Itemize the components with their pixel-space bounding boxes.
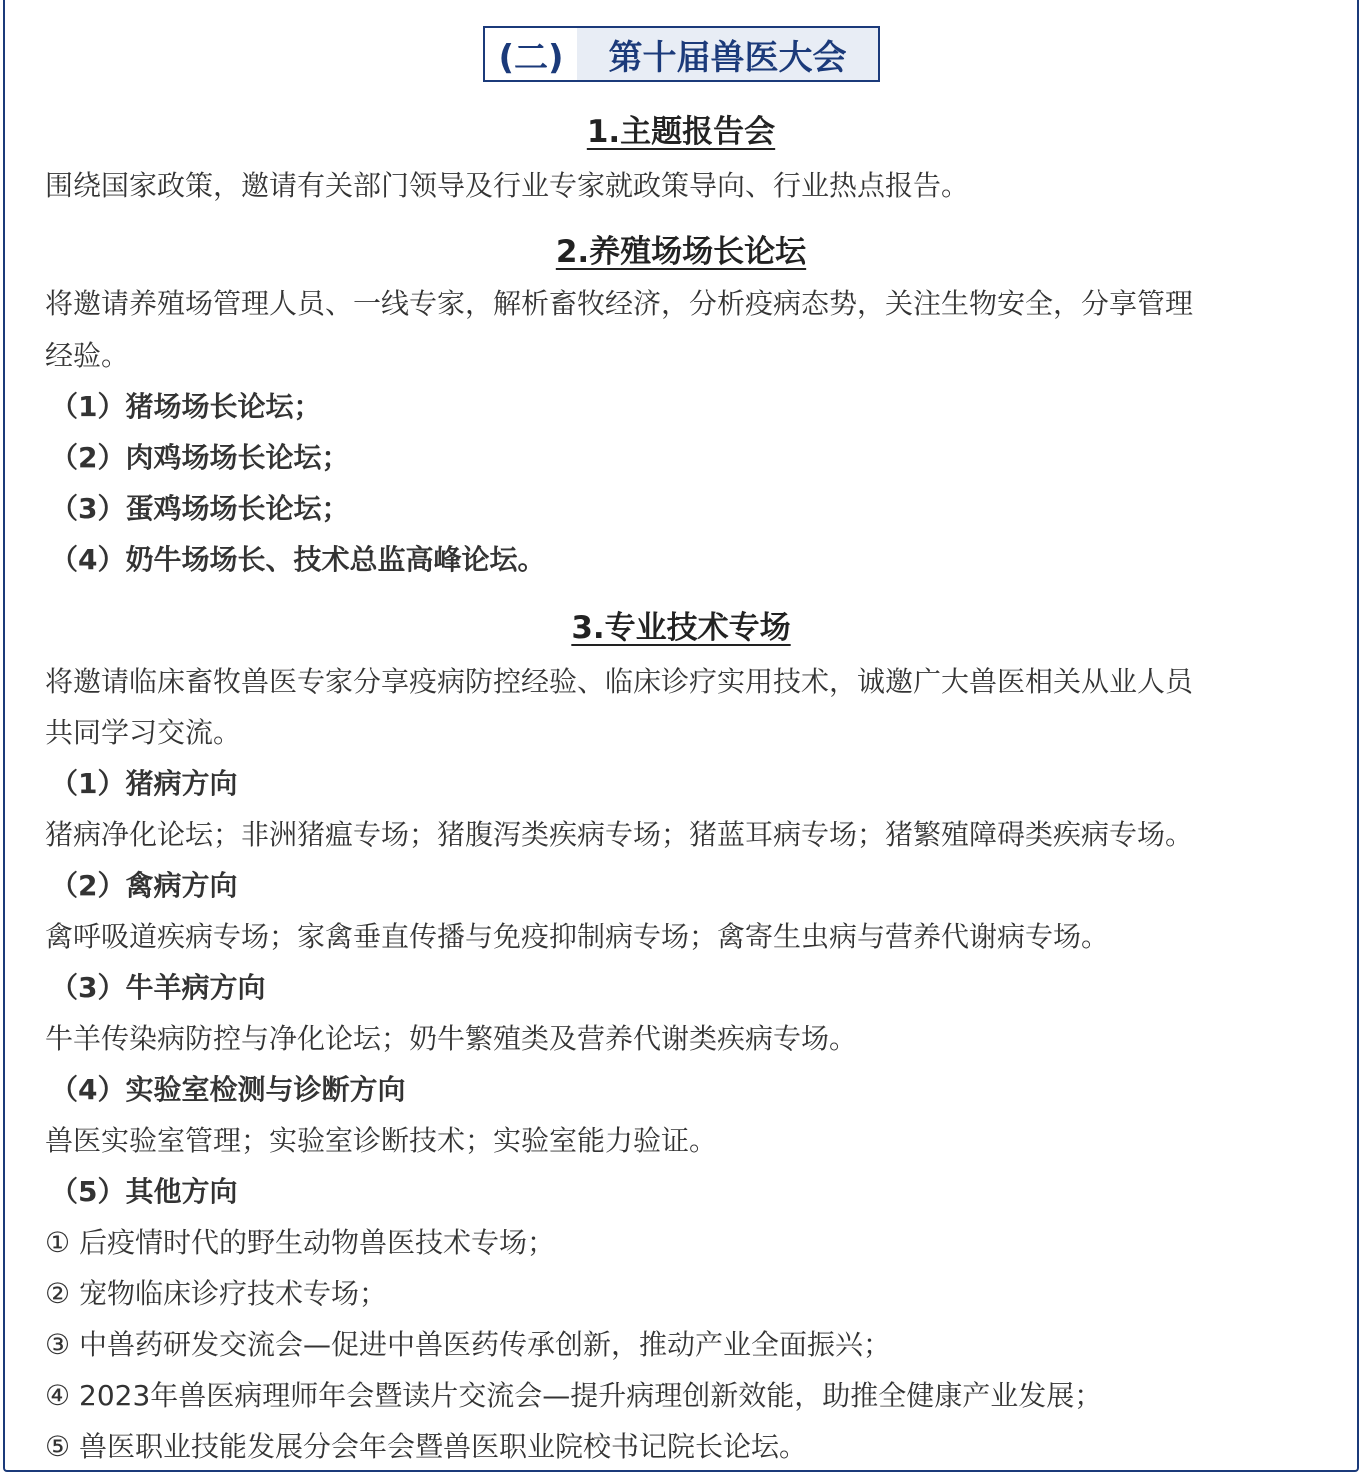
section-badge xyxy=(483,26,880,82)
other-item: ① 后疫情时代的野生动物兽医技术专场； xyxy=(45,1226,556,1259)
farm-forum-text-line2: 经验。 xyxy=(45,339,130,372)
farm-forum-item: （3）蛋鸡场场长论坛； xyxy=(50,492,350,525)
direction-label-ruminant: （3）牛羊病方向 xyxy=(50,971,266,1004)
technical-text-line1: 将邀请临床畜牧兽医专家分享疫病防控经验、临床诊疗实用技术，诚邀广大兽医相关从业人员 xyxy=(45,665,1194,698)
badge-number: (二) xyxy=(485,28,577,80)
other-item: ③ 中兽药研发交流会—促进中兽医药传承创新，推动产业全面振兴； xyxy=(45,1328,892,1361)
badge-title: 第十届兽医大会 xyxy=(577,28,878,80)
direction-label-other: （5）其他方向 xyxy=(50,1175,238,1208)
direction-label-laboratory: （4）实验室检测与诊断方向 xyxy=(50,1073,406,1106)
other-item: ④ 2023年兽医病理师年会暨读片交流会—提升病理创新效能，助推全健康产业发展； xyxy=(45,1379,1103,1412)
farm-forum-item: （1）猪场场长论坛； xyxy=(50,390,322,423)
other-item: ⑤ 兽医职业技能发展分会年会暨兽医职业院校书记院长论坛。 xyxy=(45,1430,808,1463)
direction-text-poultry: 禽呼吸道疾病专场；家禽垂直传播与免疫抑制病专场；禽寄生虫病与营养代谢病专场。 xyxy=(45,920,1110,953)
farm-forum-item: （2）肉鸡场场长论坛； xyxy=(50,441,350,474)
other-item: ② 宠物临床诊疗技术专场； xyxy=(45,1277,388,1310)
direction-text-laboratory: 兽医实验室管理；实验室诊断技术；实验室能力验证。 xyxy=(45,1124,718,1157)
heading-technical-sessions: 3.专业技术专场 xyxy=(571,610,791,646)
direction-text-swine: 猪病净化论坛；非洲猪瘟专场；猪腹泻类疾病专场；猪蓝耳病专场；猪繁殖障碍类疾病专场。 xyxy=(45,818,1194,851)
keynote-text: 围绕国家政策，邀请有关部门领导及行业专家就政策导向、行业热点报告。 xyxy=(45,169,970,202)
farm-forum-item: （4）奶牛场场长、技术总监高峰论坛。 xyxy=(50,543,546,576)
heading-farm-forum: 2.养殖场场长论坛 xyxy=(555,234,807,270)
technical-text-line2: 共同学习交流。 xyxy=(45,716,242,749)
direction-label-swine: （1）猪病方向 xyxy=(50,767,238,800)
direction-label-poultry: （2）禽病方向 xyxy=(50,869,238,902)
direction-text-ruminant: 牛羊传染病防控与净化论坛；奶牛繁殖类及营养代谢类疾病专场。 xyxy=(45,1022,858,1055)
farm-forum-text-line1: 将邀请养殖场管理人员、一线专家，解析畜牧经济，分析疫病态势，关注生物安全，分享管理 xyxy=(45,287,1194,320)
heading-keynote: 1.主题报告会 xyxy=(586,114,776,150)
